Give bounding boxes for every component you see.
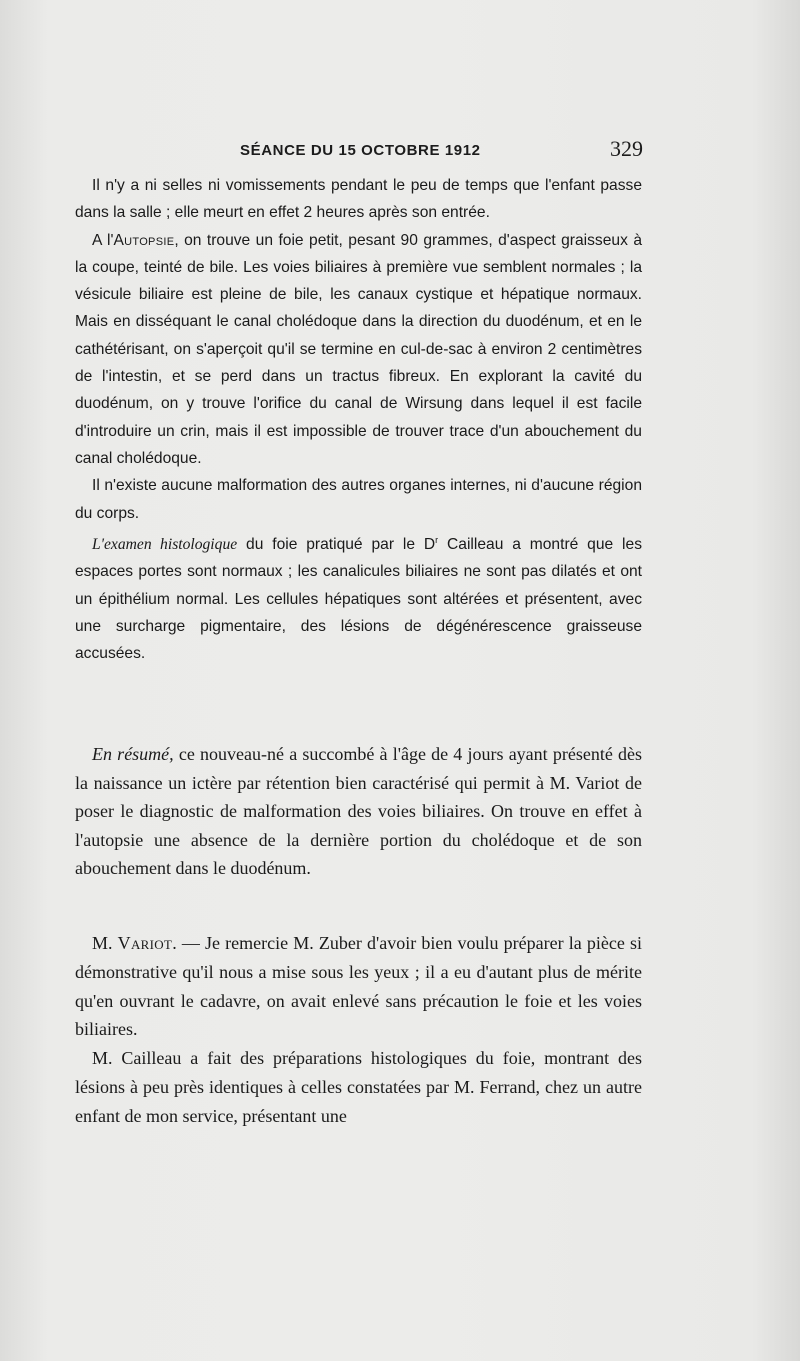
speaker-name: Variot [117, 933, 173, 953]
paragraph-text: Il n'existe aucune malformation des autres organes internes, ni d'aucune région du corps. [75, 477, 642, 522]
summary-block [75, 740, 642, 883]
paragraph-text: M. Cailleau a fait des préparations histologiques du foie, montrant des lésions à peu près identiques à celles constatées par M. Ferrand, chez un autre enfant de mon service, présentant une [75, 1048, 642, 1126]
paragraph-histology [75, 527, 642, 668]
text-run: , on trouve un foie petit, pesant 90 grammes, d'aspect graisseux à la coupe, teinté de bile. Les voies biliaires à première vue semblent normales ; la vésicule biliaire est pleine de bile, les canaux cystique et hépatique normaux. Mais en disséquant le canal cholédoque dans la direction du duodénum, et en le cathétérisant, on s'aperçoit qu'il se termine en cul-de-sac à environ 2 centimètres de l'intestin, et se perd dans un tractus fibreux. En explorant la cavité du duodénum, on y trouve l'orifice du canal de Wirsung dans lequel il est facile d'introduire un crin, mais il est impossible de trouver trace d'un abouchement du canal cholédoque. [75, 231, 642, 467]
text-run: ce nouveau-né a succombé à l'âge de 4 jours ayant présenté dès la naissance un ictère par rétention bien caractérisé qui permit à M. Variot de poser le diagnostic de malformation des voies biliaires. On trouve en effet à l'autopsie une absence de la dernière portion du cholédoque et de son abouchement dans le duodénum. [75, 744, 643, 878]
paragraph-clinical [75, 172, 642, 227]
superscript: r [435, 534, 439, 545]
autopsy-heading: Autopsie [113, 231, 175, 249]
paragraph-malformation [75, 472, 642, 527]
paragraph-variot [75, 929, 642, 1044]
text-run: du foie pratiqué par le D [237, 536, 436, 554]
page-number: 329 [610, 136, 643, 161]
histology-heading: L'examen histologique [92, 536, 238, 554]
paragraph-summary [75, 740, 642, 883]
page-header [0, 136, 800, 162]
text-run: Cailleau a montré que les espaces portes sont normaux ; les canalicules biliaires ne sont pas dilatés et ont un épithélium normal. Les cellules hépatiques sont altérées et présentent, avec une surcharge pigmentaire, des lésions de dégénérescence graisseuse accusées. [75, 536, 642, 663]
text-run: A l' [92, 231, 114, 249]
paragraph-cailleau [75, 1044, 642, 1130]
running-head: SÉANCE DU 15 OCTOBRE 1912 [240, 142, 481, 159]
case-report-block [75, 172, 642, 668]
paragraph-autopsy [75, 227, 642, 473]
discussion-block [75, 929, 642, 1131]
paragraph-text: Il n'y a ni selles ni vomissements pendant le peu de temps que l'enfant passe dans la salle ; elle meurt en effet 2 heures après son entrée. [75, 177, 642, 222]
summary-heading: En résumé, [92, 744, 174, 764]
text-run: M. [92, 933, 118, 953]
text-run: . — Je remercie M. Zuber d'avoir bien voulu préparer la pièce si démonstrative qu'il nous a mise sous les yeux ; il a eu d'autant plus de mérite qu'en ouvrant le cadavre, on avait enlevé sans précaution le foie et les voies biliaires. [75, 933, 642, 1040]
